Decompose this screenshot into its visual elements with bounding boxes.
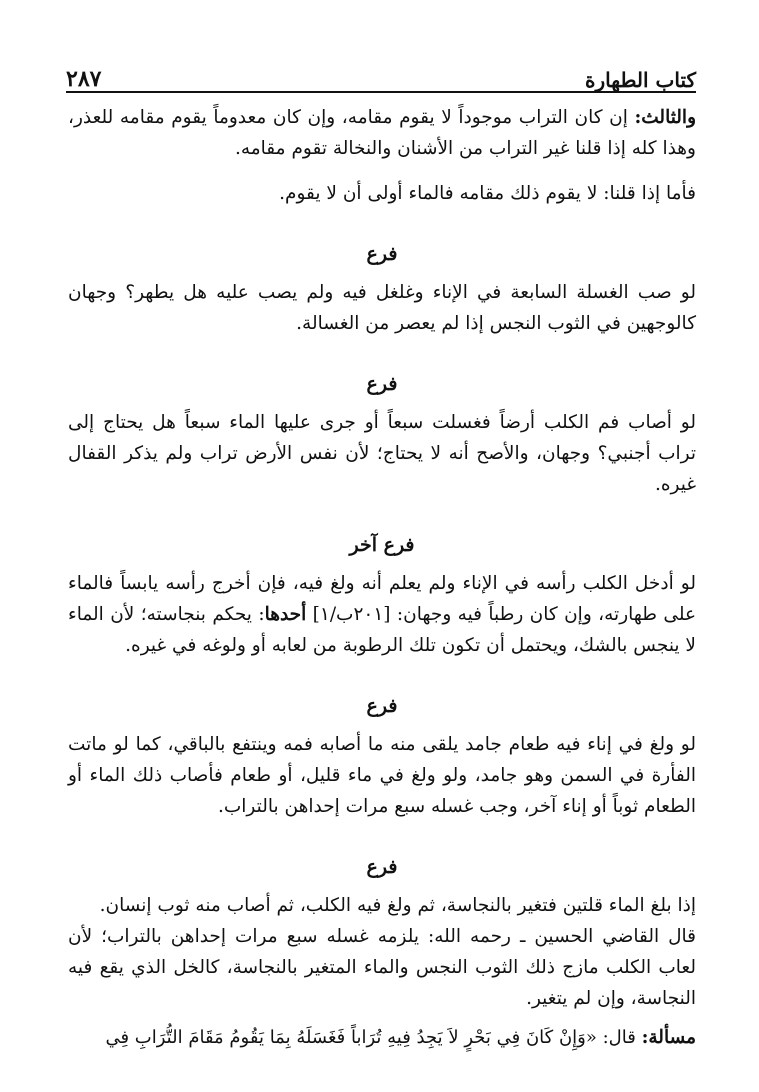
paragraph: لو صب الغسلة السابعة في الإناء وغلغل فيه ولم يصب عليه هل يطهر؟ وجهان كالوجهين في الثوب النجس إذا لم يعصر من الغسالة.: [68, 282, 696, 334]
section-heading: فرع: [366, 856, 398, 878]
section-heading: فرع: [366, 373, 398, 395]
paragraph: إذا بلغ الماء قلتين فتغير بالنجاسة، ثم ولغ فيه الكلب، ثم أصاب منه ثوب إنسان.: [99, 895, 696, 916]
paragraph: لو أصاب فم الكلب أرضاً فغسلت سبعاً أو جرى عليها الماء سبعاً هل يحتاج إلى تراب أجنبي؟ وجهان، والأصح أنه لا يحتاج؛ لأن نفس الأرض تراب ولم يذكر القفال غيره.: [68, 412, 696, 495]
lead-word: مسألة:: [641, 1027, 696, 1048]
paragraph: لو ولغ في إناء فيه طعام جامد يلقى منه ما أصابه فمه وينتفع بالباقي، كما لو ماتت الفأرة في السمن وهو جامد، ولو ولغ في ماء قليل، أو طعام فأصاب ذلك الماء أو الطعام ثوباً أو إناء آخر، وجب غسله سبع مرات إحداهن بالتراب.: [68, 734, 696, 817]
section-heading: فرع: [366, 695, 398, 717]
paragraph: قال القاضي الحسين ـ رحمه الله: يلزمه غسله سبع مرات إحداهن بالتراب؛ لأن لعاب الكلب مازج ذلك الثوب النجس والماء المتغير بالنجاسة، كالخل الذي يقع فيه النجاسة، وإن لم يتغير.: [68, 926, 696, 1009]
section-heading: فرع: [366, 243, 398, 265]
lead-word: والثالث:: [634, 107, 696, 128]
page-header: [66, 52, 696, 92]
page-number: ٢٨٧: [66, 66, 102, 92]
lead-word: أحدها: [264, 604, 307, 625]
paragraph: [68, 102, 696, 164]
section-heading: فرع آخر: [349, 534, 415, 556]
paragraph-text: : يحكم بنجاسته؛ لأن الماء لا ينجس بالشك، ويحتمل أن تكون تلك الرطوبة من لعابه أو ولوغه في غيره.: [68, 604, 696, 656]
paragraph-text: لو أدخل الكلب رأسه في الإناء ولم يعلم أنه ولغ فيه، فإن أخرج رأسه يابساً فالماء على طهارته، وإن كان رطباً فيه وجهان: [٢٠١ب/١]: [68, 573, 696, 625]
page-body: [68, 100, 696, 1053]
paragraph: [68, 1022, 696, 1053]
header-rule: [66, 91, 696, 93]
paragraph-text: إن كان التراب موجوداً لا يقوم مقامه، وإن كان معدوماً يقوم مقامه للعذر، وهذا كله إذا قلنا غير التراب من الأشنان والنخالة تقوم مقامه.: [68, 107, 696, 159]
running-title: كتاب الطهارة: [585, 68, 696, 92]
quoted-text: قال: «وَإِنْ كَانَ فِي بَحْرٍ لاَ يَجِدُ فِيهِ تُرَاباً فَغَسَلَهُ بِمَا يَقُومُ مَقَامَ التُّرَابِ فِي: [105, 1027, 642, 1048]
paragraph: فأما إذا قلنا: لا يقوم ذلك مقامه فالماء أولى أن لا يقوم.: [279, 183, 696, 204]
paragraph: [68, 568, 696, 661]
